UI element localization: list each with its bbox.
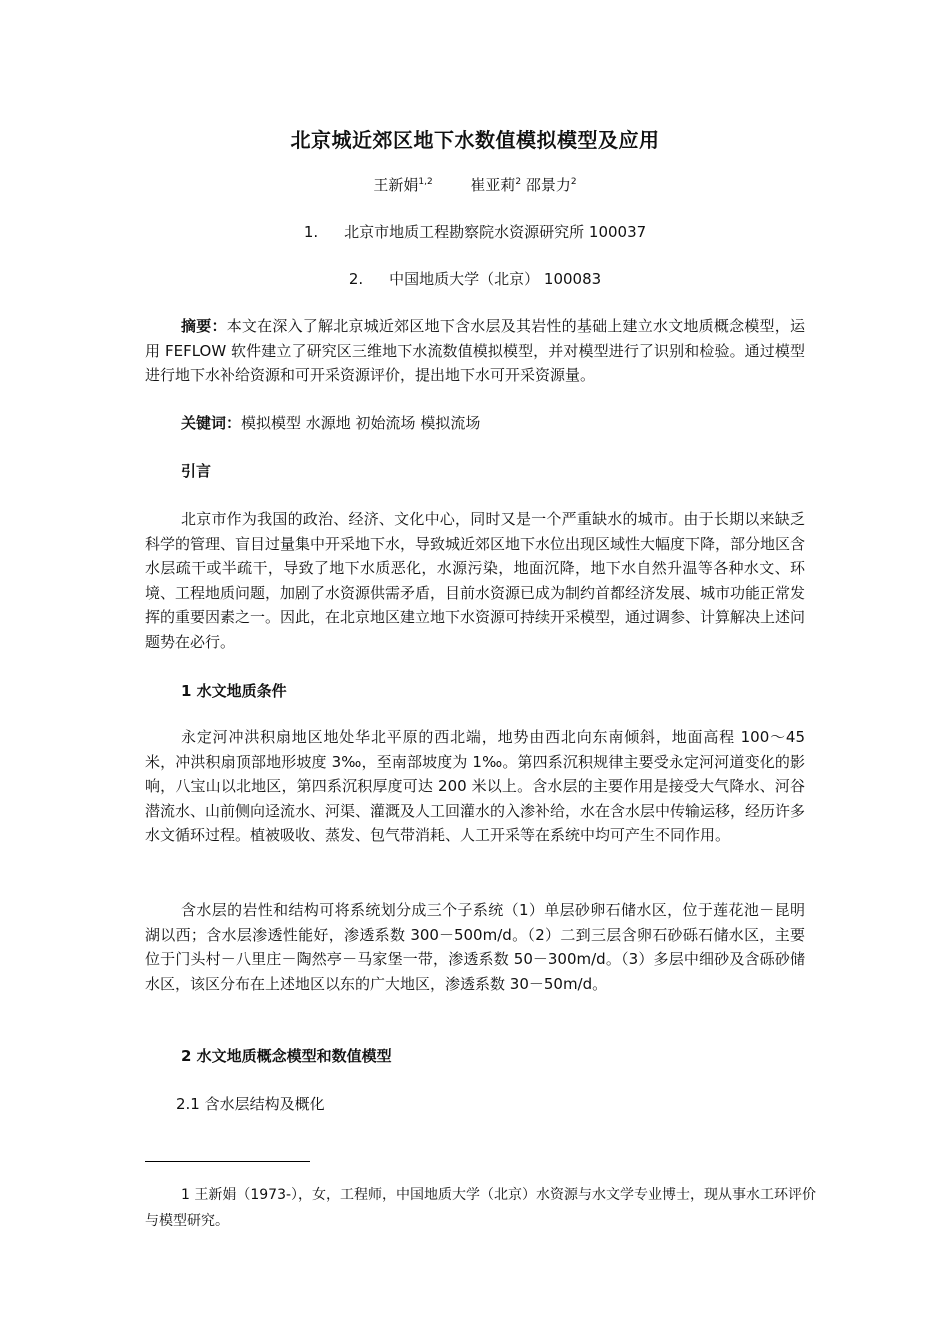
author-affiliation-mark: 2	[570, 177, 577, 187]
author-name: 王新娟	[373, 176, 419, 194]
keywords-text: 模拟模型 水源地 初始流场 模拟流场	[241, 414, 481, 432]
footnote-separator	[145, 1161, 310, 1162]
abstract-label: 摘要：	[181, 317, 227, 335]
affiliation-number: 2.	[348, 270, 364, 288]
author-affiliation-mark: 2	[515, 177, 522, 187]
author-name: 邵景力	[525, 176, 571, 194]
affiliation-2	[0, 268, 950, 289]
keywords-label: 关键词：	[181, 414, 242, 432]
affiliation-text: 中国地质大学（北京） 100083	[389, 270, 602, 288]
abstract	[145, 314, 805, 388]
affiliation-number: 1.	[303, 223, 319, 241]
section-2-heading: 2 水文地质概念模型和数值模型	[181, 1047, 392, 1065]
subsection-2-1-heading: 2.1 含水层结构及概化	[176, 1095, 325, 1113]
author-affiliation-mark: 1,2	[418, 177, 433, 187]
author-line	[0, 174, 950, 195]
affiliation-1	[0, 221, 950, 242]
footnote: 1 王新娟（1973-），女，工程师，中国地质大学（北京）水资源与水文学专业博士，现从事水工环评价与模型研究。	[145, 1187, 817, 1229]
keywords	[145, 411, 805, 436]
abstract-text: 本文在深入了解北京城近郊区地下含水层及其岩性的基础上建立水文地质概念模型，运用 FEFLOW 软件建立了研究区三维地下水流数值模拟模型，并对模型进行了识别和检验。通过模型进行地下水补给资源和可开采资源评价，提出地下水可开采资源量。	[145, 317, 805, 385]
affiliation-text: 北京市地质工程勘察院水资源研究所 100037	[344, 223, 647, 241]
section-1-paragraph-1: 永定河冲洪积扇地区地处华北平原的西北端，地势由西北向东南倾斜，地面高程 100～45 米，冲洪积扇顶部地形坡度 3‰，至南部坡度为 1‰。第四系沉积规律主要受永定河河道变化的影响，八宝山以北地区，第四系沉积厚度可达 200 米以上。含水层的主要作用是接受大气降水、河谷潜流水、山前侧向迳流水、河渠、灌溉及人工回灌水的入渗补给，水在含水层中传输运移，经历许多水文循环过程。植被吸收、蒸发、包气带消耗、人工开采等在系统中均可产生不同作用。	[145, 728, 806, 845]
paper-title: 北京城近郊区地下水数值模拟模型及应用	[290, 128, 660, 152]
intro-heading: 引言	[181, 462, 212, 480]
section-1-paragraph-2: 含水层的岩性和结构可将系统划分成三个子系统（1）单层砂卵石储水区，位于莲花池－昆明湖以西；含水层渗透性能好，渗透系数 300－500m/d。（2）二到三层含卵石砂砾石储水区，主要位于门头村－八里庄－陶然亭－马家堡一带，渗透系数 50－300m/d。（3）多层中细砂及含砾砂储水区，该区分布在上述地区以东的广大地区，渗透系数 30－50m/d。	[145, 901, 805, 993]
intro-paragraph: 北京市作为我国的政治、经济、文化中心，同时又是一个严重缺水的城市。由于长期以来缺乏科学的管理、盲目过量集中开采地下水，导致城近郊区地下水位出现区域性大幅度下降，部分地区含水层疏干或半疏干，导致了地下水质恶化，水源污染，地面沉降，地下水自然升温等各种水文、环境、工程地质问题，加剧了水资源供需矛盾，目前水资源已成为制约首都经济发展、城市功能正常发挥的重要因素之一。因此，在北京地区建立地下水资源可持续开采模型，通过调参、计算解决上述问题势在必行。	[145, 510, 806, 651]
author-name: 崔亚莉	[470, 176, 516, 194]
section-1-heading: 1 水文地质条件	[181, 682, 287, 700]
